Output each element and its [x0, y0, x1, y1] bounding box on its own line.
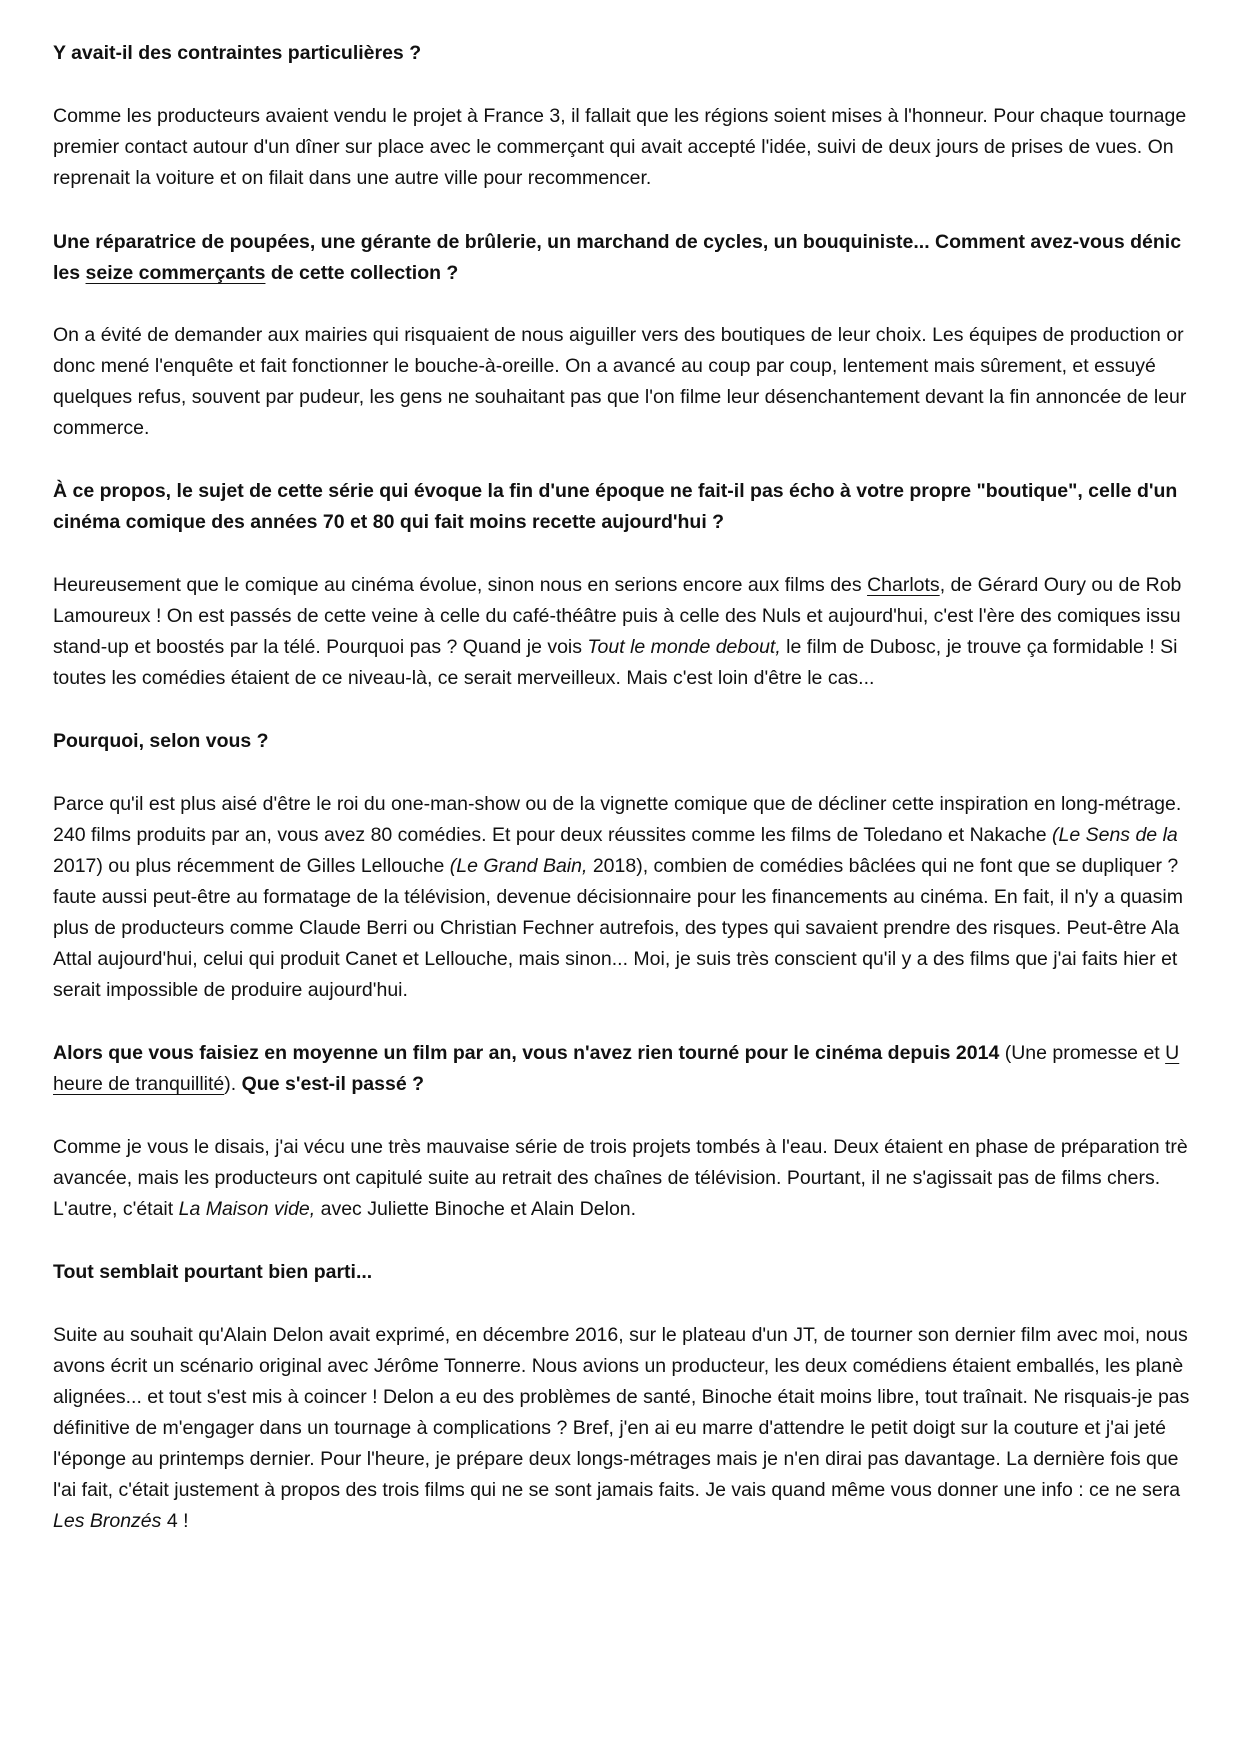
- paragraph-line: [53, 854, 1200, 878]
- paragraph-line: [53, 573, 1200, 597]
- paragraph-text: L'autre, c'était: [53, 1198, 179, 1220]
- film-title: Tout le monde debout,: [587, 636, 781, 658]
- paragraph-line: Parce qu'il est plus aisé d'être le roi du one-man-show ou de la vignette comique que de décliner cette inspiration en long-métrage.: [53, 793, 1182, 815]
- question-heading: [53, 1041, 1200, 1065]
- question-heading: Pourquoi, selon vous ?: [53, 730, 269, 752]
- paragraph-text: 2017) ou plus récemment de Gilles Lellouche: [53, 855, 450, 877]
- paragraph-line: faute aussi peut-être au formatage de la télévision, devenue décisionnaire pour les financements au cinéma. En fait, il n'y a quasim: [53, 886, 1183, 908]
- paragraph-line: premier contact autour d'un dîner sur place avec le commerçant qui avait accepté l'idée, suivi de deux jours de prises de vues. On: [53, 136, 1174, 158]
- paragraph-text: 2018), combien de comédies bâclées qui ne font que se dupliquer ?: [587, 855, 1179, 877]
- question-text: les: [53, 262, 86, 284]
- paragraph-line: [53, 635, 1200, 659]
- paragraph-line: l'ai fait, c'était justement à propos des trois films qui ne se sont jamais faits. Je vais quand même vous donner une info : ce ne sera: [53, 1479, 1181, 1501]
- question-text: Alors que vous faisiez en moyenne un film par an, vous n'avez rien tourné pour le cinéma depuis 2014: [53, 1042, 1000, 1064]
- paragraph-line: Comme je vous le disais, j'ai vécu une très mauvaise série de trois projets tombés à l'eau. Deux étaient en phase de préparation trè: [53, 1136, 1188, 1158]
- question-heading: À ce propos, le sujet de cette série qui évoque la fin d'une époque ne fait-il pas écho à votre propre "boutique", celle d'un: [53, 480, 1178, 502]
- film-title: (Le Sens de la: [1052, 824, 1178, 846]
- paragraph-line: quelques refus, souvent par pudeur, les gens ne souhaitant pas que l'on filme leur désenchantement devant la fin annoncée de leur: [53, 386, 1187, 408]
- film-title: Les Bronzés: [53, 1510, 162, 1532]
- paragraph-line: commerce.: [53, 417, 150, 439]
- question-heading: Une réparatrice de poupées, une gérante de brûlerie, un marchand de cycles, un bouquiniste... Comment avez-vous dénic: [53, 231, 1182, 253]
- paragraph-line: serait impossible de produire aujourd'hui.: [53, 979, 408, 1001]
- paragraph-line: avons écrit un scénario original avec Jérôme Tonnerre. Nous avions un producteur, les deux comédiens étaient emballés, les planè: [53, 1355, 1184, 1377]
- paragraph-text: le film de Dubosc, je trouve ça formidable ! Si: [780, 636, 1178, 658]
- paragraph-line: [53, 1509, 1205, 1533]
- paragraph-line: [53, 1197, 1205, 1221]
- question-heading: cinéma comique des années 70 et 80 qui fait moins recette aujourd'hui ?: [53, 511, 725, 533]
- paragraph-text: stand-up et boostés par la télé. Pourquoi pas ? Quand je vois: [53, 636, 588, 658]
- question-text: de cette collection ?: [265, 262, 459, 284]
- film-title: (Le Grand Bain,: [449, 855, 588, 877]
- paragraph-line: toutes les comédies étaient de ce niveau-là, ce serait merveilleux. Mais c'est loin d'être le cas...: [53, 667, 875, 689]
- question-heading: Y avait-il des contraintes particulières ?: [53, 42, 422, 64]
- question-text: Que s'est-il passé ?: [241, 1073, 425, 1095]
- paragraph-text: avec Juliette Binoche et Alain Delon.: [315, 1198, 637, 1220]
- paragraph-line: avancée, mais les producteurs ont capitulé suite au retrait des chaînes de télévision. Pourtant, il ne s'agissait pas de films chers.: [53, 1167, 1161, 1189]
- question-heading: [53, 1072, 1205, 1096]
- question-heading: [53, 261, 1205, 285]
- seize-commercants-link[interactable]: seize commerçants: [85, 262, 266, 284]
- une-heure-de-tranquillite-link[interactable]: heure de tranquillité: [53, 1073, 225, 1095]
- paragraph-line: Suite au souhait qu'Alain Delon avait exprimé, en décembre 2016, sur le plateau d'un JT, de tourner son dernier film avec moi, nous: [53, 1324, 1188, 1346]
- paragraph-line: l'éponge au printemps dernier. Pour l'heure, je prépare deux longs-métrages mais je n'en dirai pas davantage. La dernière fois que: [53, 1448, 1179, 1470]
- paragraph-line: On a évité de demander aux mairies qui risquaient de nous aiguiller vers des boutiques de leur choix. Les équipes de production or: [53, 324, 1184, 346]
- paragraph-line: [53, 823, 1200, 847]
- paragraph-text: Heureusement que le comique au cinéma évolue, sinon nous en serions encore aux films des: [53, 574, 868, 596]
- paragraph-line: Comme les producteurs avaient vendu le projet à France 3, il fallait que les régions soient mises à l'honneur. Pour chaque tournage: [53, 105, 1187, 127]
- paragraph-text: 4 !: [161, 1510, 189, 1532]
- paragraph-text: 240 films produits par an, vous avez 80 comédies. Et pour deux réussites comme les films de Toledano et Nakache: [53, 824, 1052, 846]
- paragraph-line: donc mené l'enquête et fait fonctionner le bouche-à-oreille. On a avancé au coup par coup, lentement mais sûrement, et essuyé: [53, 355, 1156, 377]
- paragraph-line: définitive de m'engager dans un tournage à complications ? Bref, j'en ai eu marre d'attendre le petit doigt sur la couture et j'ai jeté: [53, 1417, 1166, 1439]
- paragraph-line: Lamoureux ! On est passés de cette veine à celle du café-théâtre puis à celle des Nuls et aujourd'hui, c'est l'ère des comiques issu: [53, 605, 1181, 627]
- question-aside: ).: [224, 1073, 242, 1095]
- question-heading: Tout semblait pourtant bien parti...: [53, 1261, 373, 1283]
- charlots-link[interactable]: Charlots: [867, 574, 940, 596]
- film-title: La Maison vide,: [178, 1198, 316, 1220]
- question-aside: (Une promesse et: [999, 1042, 1166, 1064]
- une-heure-de-tranquillite-link[interactable]: U: [1165, 1042, 1180, 1064]
- paragraph-line: plus de producteurs comme Claude Berri ou Christian Fechner autrefois, des types qui savaient prendre des risques. Peut-être Ala: [53, 917, 1180, 939]
- paragraph-text: , de Gérard Oury ou de Rob: [939, 574, 1182, 596]
- paragraph-line: reprenait la voiture et on filait dans une autre ville pour recommencer.: [53, 167, 652, 189]
- paragraph-line: alignées... et tout s'est mis à coincer ! Delon a eu des problèmes de santé, Binoche était moins libre, tout traînait. Ne risquais-je pas: [53, 1386, 1190, 1408]
- paragraph-line: Attal aujourd'hui, celui qui produit Canet et Lellouche, mais sinon... Moi, je suis très conscient qu'il y a des films que j'ai faits hier et: [53, 948, 1178, 970]
